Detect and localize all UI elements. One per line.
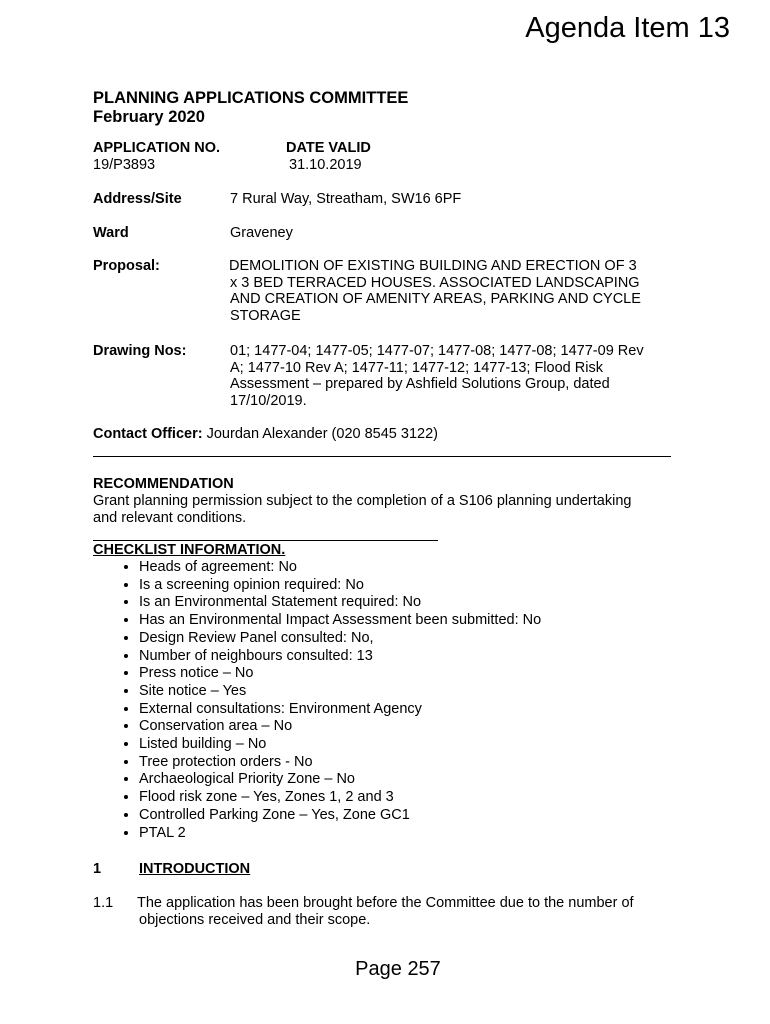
drawing-nos-value (230, 343, 685, 409)
committee-title: PLANNING APPLICATIONS COMMITTEE (93, 89, 409, 107)
checklist-item: • Tree protection orders - No (139, 754, 541, 772)
proposal-line: STORAGE (230, 307, 301, 324)
ward-label: Ward (93, 225, 129, 241)
drawing-line: Assessment – prepared by Ashfield Solutions Group, dated (230, 376, 610, 392)
paragraph-line: objections received and their scope. (139, 912, 371, 928)
drawing-line: 01; 1477-04; 1477-05; 1477-07; 1477-08; 1477-08; 1477-09 Rev (230, 343, 644, 359)
paragraph-line: The application has been brought before the Committee due to the number of (137, 895, 634, 911)
checklist-item: • Flood risk zone – Yes, Zones 1, 2 and 3 (139, 789, 541, 807)
proposal-line: DEMOLITION OF EXISTING BUILDING AND ERECTION OF 3 (229, 258, 637, 274)
checklist-item: • Controlled Parking Zone – Yes, Zone GC1 (139, 807, 541, 825)
section-divider (93, 456, 671, 457)
proposal-value (229, 258, 684, 324)
proposal-line: AND CREATION OF AMENITY AREAS, PARKING AND CYCLE (230, 291, 641, 307)
checklist-item: • Is an Environmental Statement required: No (139, 594, 541, 612)
introduction-paragraph (137, 895, 634, 929)
recommendation-line: and relevant conditions. (93, 510, 247, 526)
section-number: 1 (93, 861, 102, 877)
checklist-item: • Has an Environmental Impact Assessment been submitted: No (139, 612, 541, 630)
ward-value: Graveney (230, 225, 293, 241)
page-number: Page 257 (355, 958, 441, 980)
agenda-item-heading: Agenda Item 13 (525, 12, 730, 44)
address-label: Address/Site (93, 191, 182, 207)
checklist-item: • Is a screening opinion required: No (139, 577, 541, 595)
checklist-item: • Listed building – No (139, 736, 541, 754)
contact-officer (93, 426, 438, 442)
date-valid-label: DATE VALID (286, 140, 371, 156)
checklist-heading: CHECKLIST INFORMATION. (93, 542, 286, 558)
drawing-line: 17/10/2019. (230, 392, 307, 409)
proposal-line: x 3 BED TERRACED HOUSES. ASSOCIATED LANDSCAPING (230, 274, 640, 291)
paragraph-number: 1.1 (93, 895, 114, 911)
drawing-nos-label: Drawing Nos: (93, 343, 187, 359)
date-valid-value: 31.10.2019 (289, 157, 362, 173)
checklist-item: • PTAL 2 (139, 825, 541, 843)
recommendation-line: Grant planning permission subject to the completion of a S106 planning undertaking (93, 493, 632, 509)
committee-date: February 2020 (93, 108, 205, 126)
checklist-item: • Site notice – Yes (139, 683, 541, 701)
recommendation-text (93, 493, 631, 527)
checklist-item: • Conservation area – No (139, 718, 541, 736)
proposal-label: Proposal: (93, 258, 160, 274)
committee-heading (93, 89, 408, 127)
application-no-label: APPLICATION NO. (93, 140, 221, 156)
checklist-item: • Heads of agreement: No (139, 559, 541, 577)
contact-officer-value: Jourdan Alexander (020 8545 3122) (202, 426, 438, 442)
application-no-value: 19/P3893 (93, 157, 156, 173)
checklist-item: • Number of neighbours consulted: 13 (139, 648, 541, 666)
checklist-item: • Archaeological Priority Zone – No (139, 771, 541, 789)
checklist-item: • External consultations: Environment Agency (139, 701, 541, 719)
drawing-line: A; 1477-10 Rev A; 1477-11; 1477-12; 1477-13; Flood Risk (230, 359, 603, 376)
checklist-item: • Design Review Panel consulted: No, (139, 630, 541, 648)
contact-officer-label: Contact Officer: (93, 426, 203, 442)
checklist-item: • Press notice – No (139, 665, 541, 683)
checklist-list (93, 559, 541, 842)
address-value: 7 Rural Way, Streatham, SW16 6PF (230, 191, 462, 207)
recommendation-heading: RECOMMENDATION (93, 476, 234, 492)
introduction-heading: INTRODUCTION (139, 861, 251, 877)
checklist-divider (93, 540, 438, 541)
